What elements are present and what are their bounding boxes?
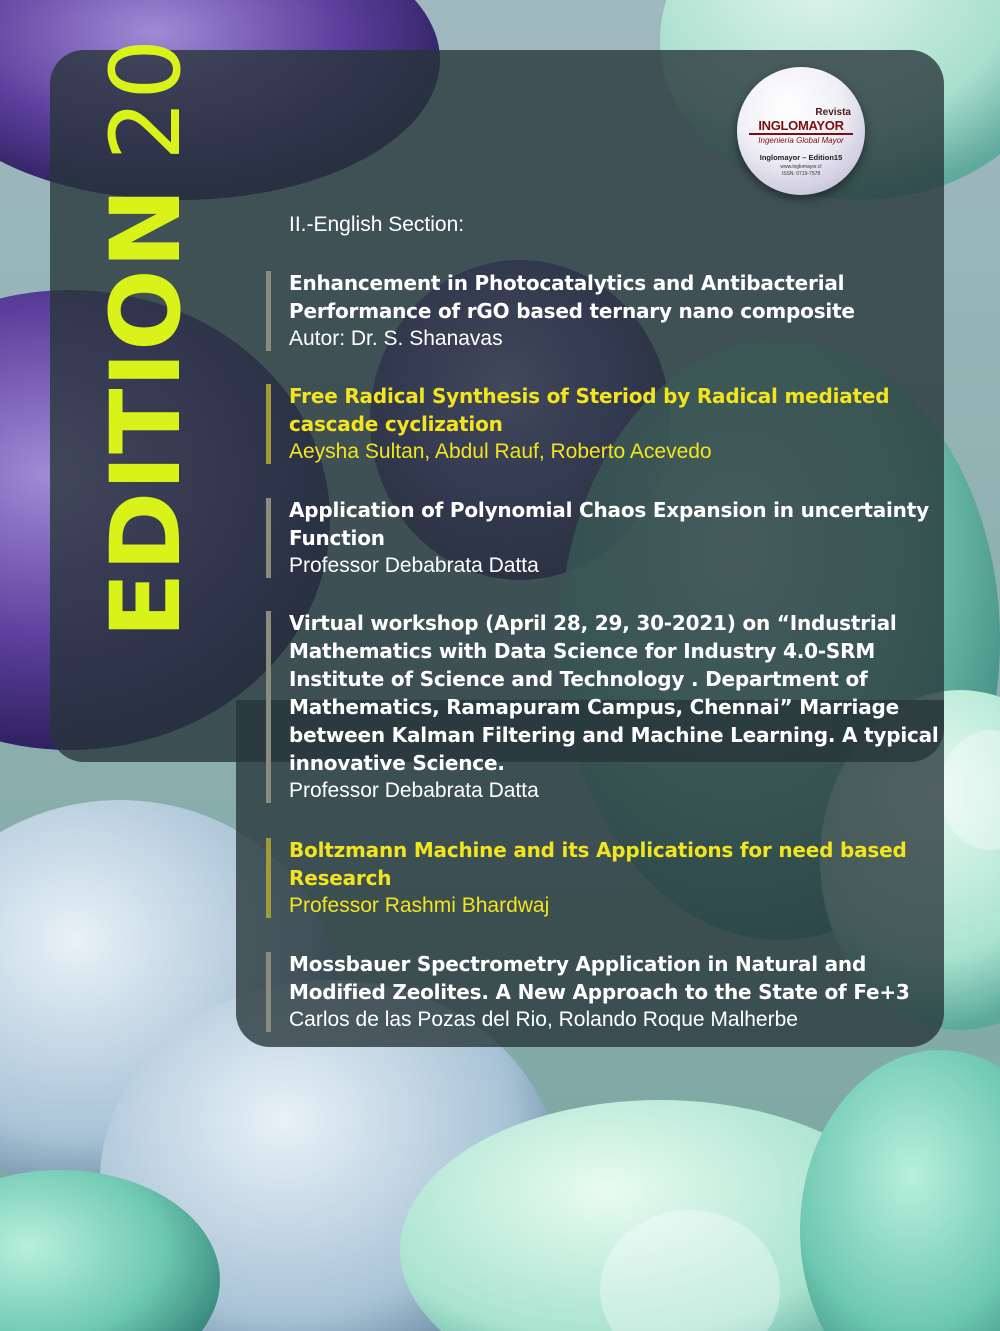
article-authors: Carlos de las Pozas del Rio, Rolando Roque Malherbe bbox=[289, 1008, 798, 1031]
article-title: Free Radical Synthesis of Steriod by Radical mediated cascade cyclization bbox=[289, 384, 890, 436]
logo-issn: ISSN: 0719-7578 bbox=[781, 171, 821, 177]
edition-word: EDITION bbox=[90, 186, 202, 638]
article-authors: Autor: Dr. S. Shanavas bbox=[289, 327, 503, 350]
section-heading: II.-English Section: bbox=[289, 213, 465, 236]
entry-bar bbox=[266, 271, 271, 351]
article-entry-2 bbox=[266, 382, 939, 466]
article-entry-3 bbox=[266, 496, 939, 580]
article-authors: Professor Debabrata Datta bbox=[289, 554, 539, 577]
article-entry-1 bbox=[266, 269, 939, 353]
entry-bar bbox=[266, 838, 271, 918]
article-title: Application of Polynomial Chaos Expansion in uncertainty Function bbox=[289, 498, 929, 550]
article-entry-4 bbox=[266, 609, 939, 805]
logo-edition: Inglomayor – Edition15 bbox=[759, 153, 843, 162]
article-title: Mossbauer Spectrometry Application in Natural and Modified Zeolites. A New Approach to the State of Fe+3 bbox=[289, 952, 910, 1004]
article-title: Boltzmann Machine and its Applications for need based Research bbox=[289, 838, 907, 890]
article-authors: Aeysha Sultan, Abdul Rauf, Roberto Acevedo bbox=[289, 440, 712, 463]
entry-bar bbox=[266, 952, 271, 1032]
logo-url: www.inglomayor.cl bbox=[780, 164, 822, 170]
journal-logo-seal bbox=[737, 67, 865, 195]
entry-bar bbox=[266, 611, 271, 803]
article-title: Enhancement in Photocatalytics and Antibacterial Performance of rGO based ternary nano composite bbox=[289, 271, 855, 323]
logo-name: INGLOMAYOR bbox=[749, 119, 853, 135]
edition-title bbox=[90, 38, 202, 638]
entry-bar bbox=[266, 384, 271, 464]
edition-number: 20 bbox=[90, 38, 202, 161]
article-authors: Professor Debabrata Datta bbox=[289, 779, 539, 802]
logo-revista: Revista bbox=[815, 107, 851, 118]
entry-bar bbox=[266, 498, 271, 578]
article-entry-5 bbox=[266, 836, 939, 920]
article-authors: Professor Rashmi Bhardwaj bbox=[289, 894, 550, 917]
article-title: Virtual workshop (April 28, 29, 30-2021) on “Industrial Mathematics with Data Science for Industry 4.0-SRM Institute of Science and Technology . Department of Mathematics, Ramapuram Campus, Chennai” Marriage between Kalman Filtering and Machine Learning. A typical innovative Science. bbox=[289, 611, 939, 775]
article-entry-6 bbox=[266, 950, 939, 1034]
logo-tagline: Ingeniería Global Mayor bbox=[758, 136, 844, 145]
